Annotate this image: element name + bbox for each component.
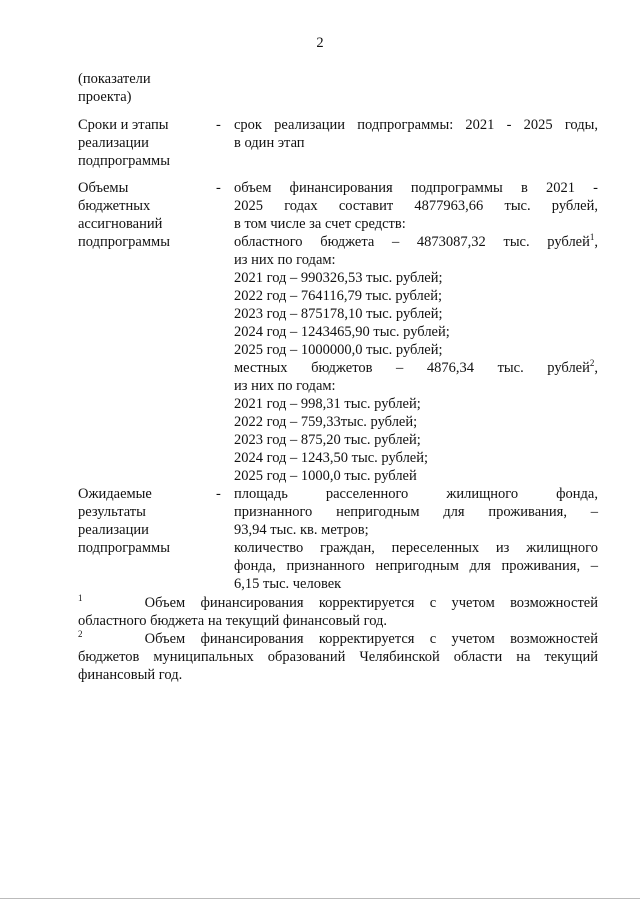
footnote-2-line	[78, 630, 598, 648]
results-line: площадь расселенного жилищного фонда,	[234, 486, 598, 502]
results-line: 93,94 тыс. кв. метров;	[234, 522, 369, 538]
terms-line: в один этап	[234, 135, 305, 151]
funding-label	[78, 179, 203, 251]
terms-line: срок реализации подпрограммы: 2021 - 2025 годы,	[234, 117, 598, 133]
funding-value	[234, 179, 598, 485]
footnote-2-mark: 2	[78, 629, 83, 640]
funding-line: объем финансирования подпрограммы в 2021 -	[234, 180, 598, 196]
prev-label-line: проекта)	[78, 89, 132, 105]
results-line: фонда, признанного непригодным для проживания, –	[234, 558, 598, 574]
footnote-1-line	[78, 594, 598, 612]
local-year-line: 2023 год – 875,20 тыс. рублей;	[234, 432, 421, 448]
footnote-1	[78, 594, 598, 630]
footnote-2-line: финансовый год.	[78, 667, 183, 683]
funding-local-tail: ,	[594, 360, 598, 376]
terms-label-line: Сроки и этапы	[78, 117, 169, 133]
terms-dash: -	[216, 117, 221, 133]
funding-label-line: подпрограммы	[78, 234, 170, 250]
funding-local-text: местных бюджетов – 4876,34 тыс. рублей	[234, 360, 590, 376]
funding-regional-text: областного бюджета – 4873087,32 тыс. рублей	[234, 234, 590, 250]
footnote-1-indent	[78, 594, 114, 612]
local-year-line: 2021 год – 998,31 тыс. рублей;	[234, 396, 421, 412]
terms-label-line: подпрограммы	[78, 153, 170, 169]
funding-label-line: бюджетных	[78, 198, 151, 214]
local-year-line: 2022 год – 759,33тыс. рублей;	[234, 414, 418, 430]
terms-label-line: реализации	[78, 135, 149, 151]
funding-regional-tail: ,	[594, 234, 598, 250]
results-label-line: Ожидаемые	[78, 486, 152, 502]
footnote-2	[78, 630, 598, 684]
regional-year-line: 2024 год – 1243465,90 тыс. рублей;	[234, 324, 450, 340]
local-year-line: 2024 год – 1243,50 тыс. рублей;	[234, 450, 429, 466]
footnote-1-line: областного бюджета на текущий финансовый год.	[78, 613, 388, 629]
footnote-1-text: Объем финансирования корректируется с учетом возможностей	[144, 595, 599, 611]
regional-year-line: 2023 год – 875178,10 тыс. рублей;	[234, 306, 443, 322]
results-label-line: реализации	[78, 522, 149, 538]
footnote-2-indent	[78, 630, 114, 648]
footnote-2-line: бюджетов муниципальных образований Челябинской области на текущий	[78, 649, 598, 665]
footnote-2-text: Объем финансирования корректируется с учетом возможностей	[144, 631, 599, 647]
results-value	[234, 485, 598, 593]
local-year-line: 2025 год – 1000,0 тыс. рублей	[234, 468, 417, 484]
regional-year-line: 2022 год – 764116,79 тыс. рублей;	[234, 288, 442, 304]
results-label	[78, 485, 203, 557]
regional-year-line: 2021 год – 990326,53 тыс. рублей;	[234, 270, 443, 286]
footnote-1-mark: 1	[78, 593, 83, 604]
scan-edge	[0, 898, 640, 899]
funding-regional-line	[234, 233, 598, 251]
funding-line: из них по годам:	[234, 378, 336, 394]
results-line: количество граждан, переселенных из жилищного	[234, 540, 598, 556]
page-number: 2	[316, 35, 324, 51]
funding-label-line: Объемы	[78, 180, 129, 196]
terms-value	[234, 116, 598, 152]
prev-label-line: (показатели	[78, 71, 151, 87]
terms-label	[78, 116, 203, 170]
funding-line: 2025 годах составит 4877963,66 тыс. рублей,	[234, 198, 598, 214]
results-label-line: результаты	[78, 504, 146, 520]
results-label-line: подпрограммы	[78, 540, 170, 556]
results-dash: -	[216, 486, 221, 502]
prev-label	[78, 70, 203, 106]
funding-dash: -	[216, 180, 221, 196]
funding-label-line: ассигнований	[78, 216, 163, 232]
footnote-ref-2: 2	[589, 358, 595, 369]
regional-year-line: 2025 год – 1000000,0 тыс. рублей;	[234, 342, 443, 358]
results-line: признанного непригодным для проживания, –	[234, 504, 598, 520]
footnote-ref-1: 1	[589, 232, 595, 243]
funding-line: в том числе за счет средств:	[234, 216, 406, 232]
funding-local-line	[234, 359, 598, 377]
results-line: 6,15 тыс. человек	[234, 576, 342, 592]
funding-line: из них по годам:	[234, 252, 336, 268]
